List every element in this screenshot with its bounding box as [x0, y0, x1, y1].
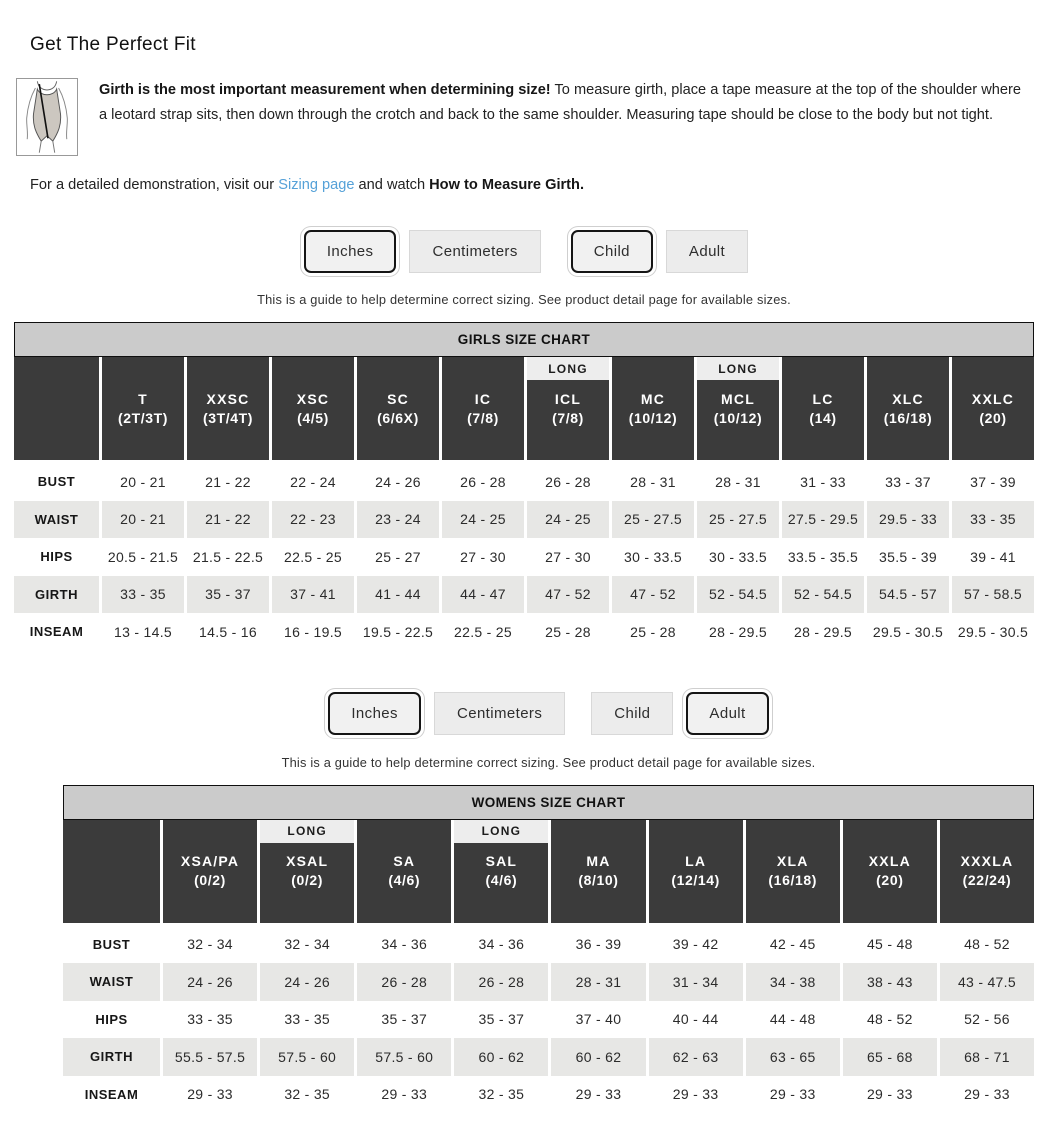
size-column-header	[357, 357, 439, 460]
size-column-header	[454, 820, 548, 923]
size-value: 28 - 31	[612, 463, 694, 501]
chart-title: GIRLS SIZE CHART	[14, 322, 1034, 357]
size-column-header	[551, 820, 645, 923]
size-value: 29 - 33	[163, 1076, 257, 1114]
size-value: 22 - 24	[272, 463, 354, 501]
size-column-header	[187, 357, 269, 460]
size-value: 57.5 - 60	[260, 1038, 354, 1076]
size-value: 30 - 33.5	[612, 538, 694, 576]
table-row	[63, 1001, 1034, 1039]
size-value: 28 - 31	[697, 463, 779, 501]
size-range: (3T/4T)	[202, 409, 254, 426]
intro-section	[16, 78, 1021, 156]
size-name: SA	[393, 853, 416, 869]
row-label: INSEAM	[14, 613, 99, 651]
size-value: 21 - 22	[187, 463, 269, 501]
size-name: XSA/PA	[180, 853, 240, 869]
size-value: 33 - 37	[867, 463, 949, 501]
size-value: 29 - 33	[940, 1076, 1034, 1114]
size-value: 24 - 26	[357, 463, 439, 501]
row-label: WAIST	[63, 963, 160, 1001]
size-value: 24 - 25	[442, 501, 524, 539]
size-name: MCL	[721, 390, 755, 407]
size-value: 20 - 21	[102, 501, 184, 539]
size-value: 60 - 62	[551, 1038, 645, 1076]
size-value: 26 - 28	[357, 963, 451, 1001]
size-column-header	[272, 357, 354, 460]
size-value: 48 - 52	[940, 926, 1034, 964]
table-row	[14, 576, 1034, 614]
size-value: 27.5 - 29.5	[782, 501, 864, 539]
womens-child-button[interactable]: Child	[591, 692, 673, 735]
chart-title: WOMENS SIZE CHART	[63, 785, 1034, 820]
womens-toggle-row	[63, 688, 1034, 740]
size-range: (2T/3T)	[117, 409, 169, 426]
row-label: GIRTH	[63, 1038, 160, 1076]
size-value: 55.5 - 57.5	[163, 1038, 257, 1076]
girls-child-button[interactable]: Child	[571, 230, 653, 273]
size-value: 25 - 27	[357, 538, 439, 576]
size-value: 37 - 40	[551, 1001, 645, 1039]
size-value: 29 - 33	[551, 1076, 645, 1114]
size-value: 27 - 30	[527, 538, 609, 576]
size-value: 33 - 35	[163, 1001, 257, 1039]
size-value: 43 - 47.5	[940, 963, 1034, 1001]
size-name: IC	[474, 390, 492, 407]
size-value: 28 - 31	[551, 963, 645, 1001]
size-value: 33.5 - 35.5	[782, 538, 864, 576]
size-value: 32 - 35	[454, 1076, 548, 1114]
long-tag: LONG	[260, 820, 354, 843]
demo-line	[30, 177, 1041, 193]
size-value: 24 - 26	[163, 963, 257, 1001]
size-column-header	[746, 820, 840, 923]
long-tag: LONG	[697, 357, 779, 380]
size-value: 21 - 22	[187, 501, 269, 539]
size-value: 60 - 62	[454, 1038, 548, 1076]
size-value: 26 - 28	[442, 463, 524, 501]
size-name: LC	[812, 390, 834, 407]
size-value: 32 - 35	[260, 1076, 354, 1114]
demo-prefix: For a detailed demonstration, visit our	[30, 177, 279, 193]
size-value: 54.5 - 57	[867, 576, 949, 614]
row-label: BUST	[63, 926, 160, 964]
size-column-header	[843, 820, 937, 923]
row-label: BUST	[14, 463, 99, 501]
size-value: 41 - 44	[357, 576, 439, 614]
size-value: 29 - 33	[357, 1076, 451, 1114]
size-value: 68 - 71	[940, 1038, 1034, 1076]
size-range: (6/6X)	[377, 409, 419, 426]
size-value: 35 - 37	[454, 1001, 548, 1039]
table-row	[63, 1038, 1034, 1076]
size-value: 45 - 48	[843, 926, 937, 964]
size-value: 25 - 28	[527, 613, 609, 651]
size-range: (14)	[809, 409, 837, 426]
size-value: 32 - 34	[163, 926, 257, 964]
size-column-header	[867, 357, 949, 460]
table-row	[63, 1076, 1034, 1114]
size-name: XLC	[892, 390, 924, 407]
size-value: 57 - 58.5	[952, 576, 1034, 614]
size-name: XSAL	[286, 853, 329, 869]
size-value: 47 - 52	[612, 576, 694, 614]
size-value: 25 - 28	[612, 613, 694, 651]
intro-text-bold: Girth is the most important measurement when determining size!	[99, 82, 551, 98]
size-value: 19.5 - 22.5	[357, 613, 439, 651]
intro-text	[99, 78, 1021, 127]
size-value: 32 - 34	[260, 926, 354, 964]
table-row	[14, 538, 1034, 576]
size-value: 33 - 35	[102, 576, 184, 614]
womens-sizing-note: This is a guide to help determine correct sizing. See product detail page for available sizes.	[281, 754, 816, 770]
size-value: 33 - 35	[952, 501, 1034, 539]
girls-centimeters-button[interactable]: Centimeters	[409, 230, 540, 273]
size-value: 48 - 52	[843, 1001, 937, 1039]
size-value: 28 - 29.5	[782, 613, 864, 651]
size-value: 22.5 - 25	[272, 538, 354, 576]
size-value: 28 - 29.5	[697, 613, 779, 651]
row-label: HIPS	[14, 538, 99, 576]
size-value: 16 - 19.5	[272, 613, 354, 651]
size-value: 52 - 54.5	[697, 576, 779, 614]
size-range: (7/8)	[467, 409, 499, 426]
size-value: 24 - 26	[260, 963, 354, 1001]
girls-age-toggle-group	[567, 226, 748, 277]
chart-header	[63, 820, 1034, 923]
size-value: 47 - 52	[527, 576, 609, 614]
size-value: 36 - 39	[551, 926, 645, 964]
chart-body	[14, 463, 1034, 651]
womens-centimeters-button[interactable]: Centimeters	[434, 692, 565, 735]
size-column-header	[952, 357, 1034, 460]
size-value: 20 - 21	[102, 463, 184, 501]
size-value: 25 - 27.5	[612, 501, 694, 539]
size-value: 29 - 33	[746, 1076, 840, 1114]
size-name: MA	[586, 853, 611, 869]
size-name: XXLC	[971, 390, 1015, 407]
girls-toggle-row	[14, 225, 1034, 277]
table-row	[14, 501, 1034, 539]
size-range: (12/14)	[671, 872, 720, 888]
table-row	[14, 463, 1034, 501]
size-range: (16/18)	[883, 409, 933, 426]
size-value: 39 - 42	[649, 926, 743, 964]
size-value: 42 - 45	[746, 926, 840, 964]
size-value: 23 - 24	[357, 501, 439, 539]
size-value: 29.5 - 30.5	[952, 613, 1034, 651]
size-value: 25 - 27.5	[697, 501, 779, 539]
size-range: (10/12)	[628, 409, 678, 426]
size-value: 24 - 25	[527, 501, 609, 539]
row-label: GIRTH	[14, 576, 99, 614]
womens-age-toggle-group	[591, 688, 772, 739]
intro-text-rest: To measure girth, place a tape measure at the top of the shoulder where a leotard strap sits, then down through the crotch and back to the same shoulder. Measuring tape should be close to the body but not tight.	[99, 82, 1021, 123]
size-range: (0/2)	[291, 872, 324, 888]
girls-size-chart	[14, 322, 1034, 651]
size-name: SC	[387, 390, 409, 407]
womens-adult-button[interactable]: Adult	[686, 692, 768, 735]
table-row	[63, 963, 1034, 1001]
womens-inches-button[interactable]: Inches	[328, 692, 421, 735]
table-row	[63, 926, 1034, 964]
girls-unit-toggle-group	[300, 226, 541, 277]
size-value: 29.5 - 33	[867, 501, 949, 539]
size-range: (20)	[876, 872, 904, 888]
size-name: T	[138, 390, 148, 407]
leotard-icon	[19, 81, 75, 153]
size-column-header	[102, 357, 184, 460]
size-value: 52 - 54.5	[782, 576, 864, 614]
size-column-header	[612, 357, 694, 460]
size-value: 31 - 34	[649, 963, 743, 1001]
size-column-header	[163, 820, 257, 923]
womens-unit-toggle-group	[324, 688, 565, 739]
size-value: 34 - 36	[454, 926, 548, 964]
size-value: 63 - 65	[746, 1038, 840, 1076]
womens-size-chart	[63, 785, 1034, 1114]
size-name: ICL	[554, 390, 582, 407]
size-value: 31 - 33	[782, 463, 864, 501]
size-value: 35 - 37	[357, 1001, 451, 1039]
demo-bold: How to Measure Girth.	[429, 177, 585, 193]
size-range: (4/5)	[297, 409, 329, 426]
size-value: 26 - 28	[454, 963, 548, 1001]
size-value: 30 - 33.5	[697, 538, 779, 576]
page-title: Get The Perfect Fit	[30, 34, 196, 55]
size-value: 34 - 38	[746, 963, 840, 1001]
size-range: (16/18)	[768, 872, 817, 888]
size-value: 39 - 41	[952, 538, 1034, 576]
size-range: (8/10)	[578, 872, 619, 888]
size-value: 34 - 36	[357, 926, 451, 964]
size-range: (7/8)	[552, 409, 584, 426]
size-column-header	[442, 357, 524, 460]
size-column-header	[260, 820, 354, 923]
size-value: 29 - 33	[843, 1076, 937, 1114]
row-label: INSEAM	[63, 1076, 160, 1114]
size-name: XXXLA	[960, 853, 1014, 869]
demo-middle: and watch	[354, 177, 430, 193]
size-value: 44 - 48	[746, 1001, 840, 1039]
size-value: 37 - 39	[952, 463, 1034, 501]
size-range: (0/2)	[194, 872, 226, 888]
size-name: XSC	[296, 390, 330, 407]
long-tag: LONG	[454, 820, 548, 843]
size-column-header	[782, 357, 864, 460]
size-column-header	[940, 820, 1034, 923]
size-range: (10/12)	[713, 409, 763, 426]
size-value: 35.5 - 39	[867, 538, 949, 576]
size-value: 22 - 23	[272, 501, 354, 539]
girls-sizing-note: This is a guide to help determine correct sizing. See product detail page for available sizes.	[257, 292, 791, 307]
size-name: SAL	[485, 853, 518, 869]
row-label: HIPS	[63, 1001, 160, 1039]
long-tag: LONG	[527, 357, 609, 380]
size-column-header	[697, 357, 779, 460]
size-value: 57.5 - 60	[357, 1038, 451, 1076]
size-column-header	[527, 357, 609, 460]
size-column-header	[649, 820, 743, 923]
girls-section	[14, 225, 1034, 651]
size-range: (22/24)	[962, 872, 1012, 888]
girls-adult-button[interactable]: Adult	[666, 230, 748, 273]
chart-header	[14, 357, 1034, 460]
size-value: 62 - 63	[649, 1038, 743, 1076]
size-range: (20)	[979, 409, 1007, 426]
size-value: 40 - 44	[649, 1001, 743, 1039]
size-range: (4/6)	[485, 872, 518, 888]
size-value: 29 - 33	[649, 1076, 743, 1114]
size-value: 14.5 - 16	[187, 613, 269, 651]
header-corner-cell	[14, 357, 99, 460]
header-corner-cell	[63, 820, 160, 923]
size-name: LA	[685, 853, 707, 869]
chart-body	[63, 926, 1034, 1114]
size-name: XLA	[776, 853, 809, 869]
size-range: (4/6)	[388, 872, 421, 888]
size-value: 37 - 41	[272, 576, 354, 614]
size-value: 22.5 - 25	[442, 613, 524, 651]
girls-inches-button[interactable]: Inches	[304, 230, 397, 273]
size-value: 38 - 43	[843, 963, 937, 1001]
size-value: 13 - 14.5	[102, 613, 184, 651]
size-value: 21.5 - 22.5	[187, 538, 269, 576]
size-guide-page	[0, 34, 1041, 1113]
table-row	[14, 613, 1034, 651]
size-name: MC	[640, 390, 666, 407]
size-value: 26 - 28	[527, 463, 609, 501]
size-value: 52 - 56	[940, 1001, 1034, 1039]
size-value: 29.5 - 30.5	[867, 613, 949, 651]
size-value: 20.5 - 21.5	[102, 538, 184, 576]
size-value: 44 - 47	[442, 576, 524, 614]
row-label: WAIST	[14, 501, 99, 539]
sizing-page-link[interactable]: Sizing page	[278, 177, 355, 193]
size-column-header	[357, 820, 451, 923]
size-value: 35 - 37	[187, 576, 269, 614]
girth-measurement-figure	[16, 78, 78, 156]
size-value: 65 - 68	[843, 1038, 937, 1076]
size-name: XXLA	[868, 853, 911, 869]
womens-section	[63, 688, 1034, 1114]
size-value: 33 - 35	[260, 1001, 354, 1039]
size-name: XXSC	[206, 390, 250, 407]
size-value: 27 - 30	[442, 538, 524, 576]
